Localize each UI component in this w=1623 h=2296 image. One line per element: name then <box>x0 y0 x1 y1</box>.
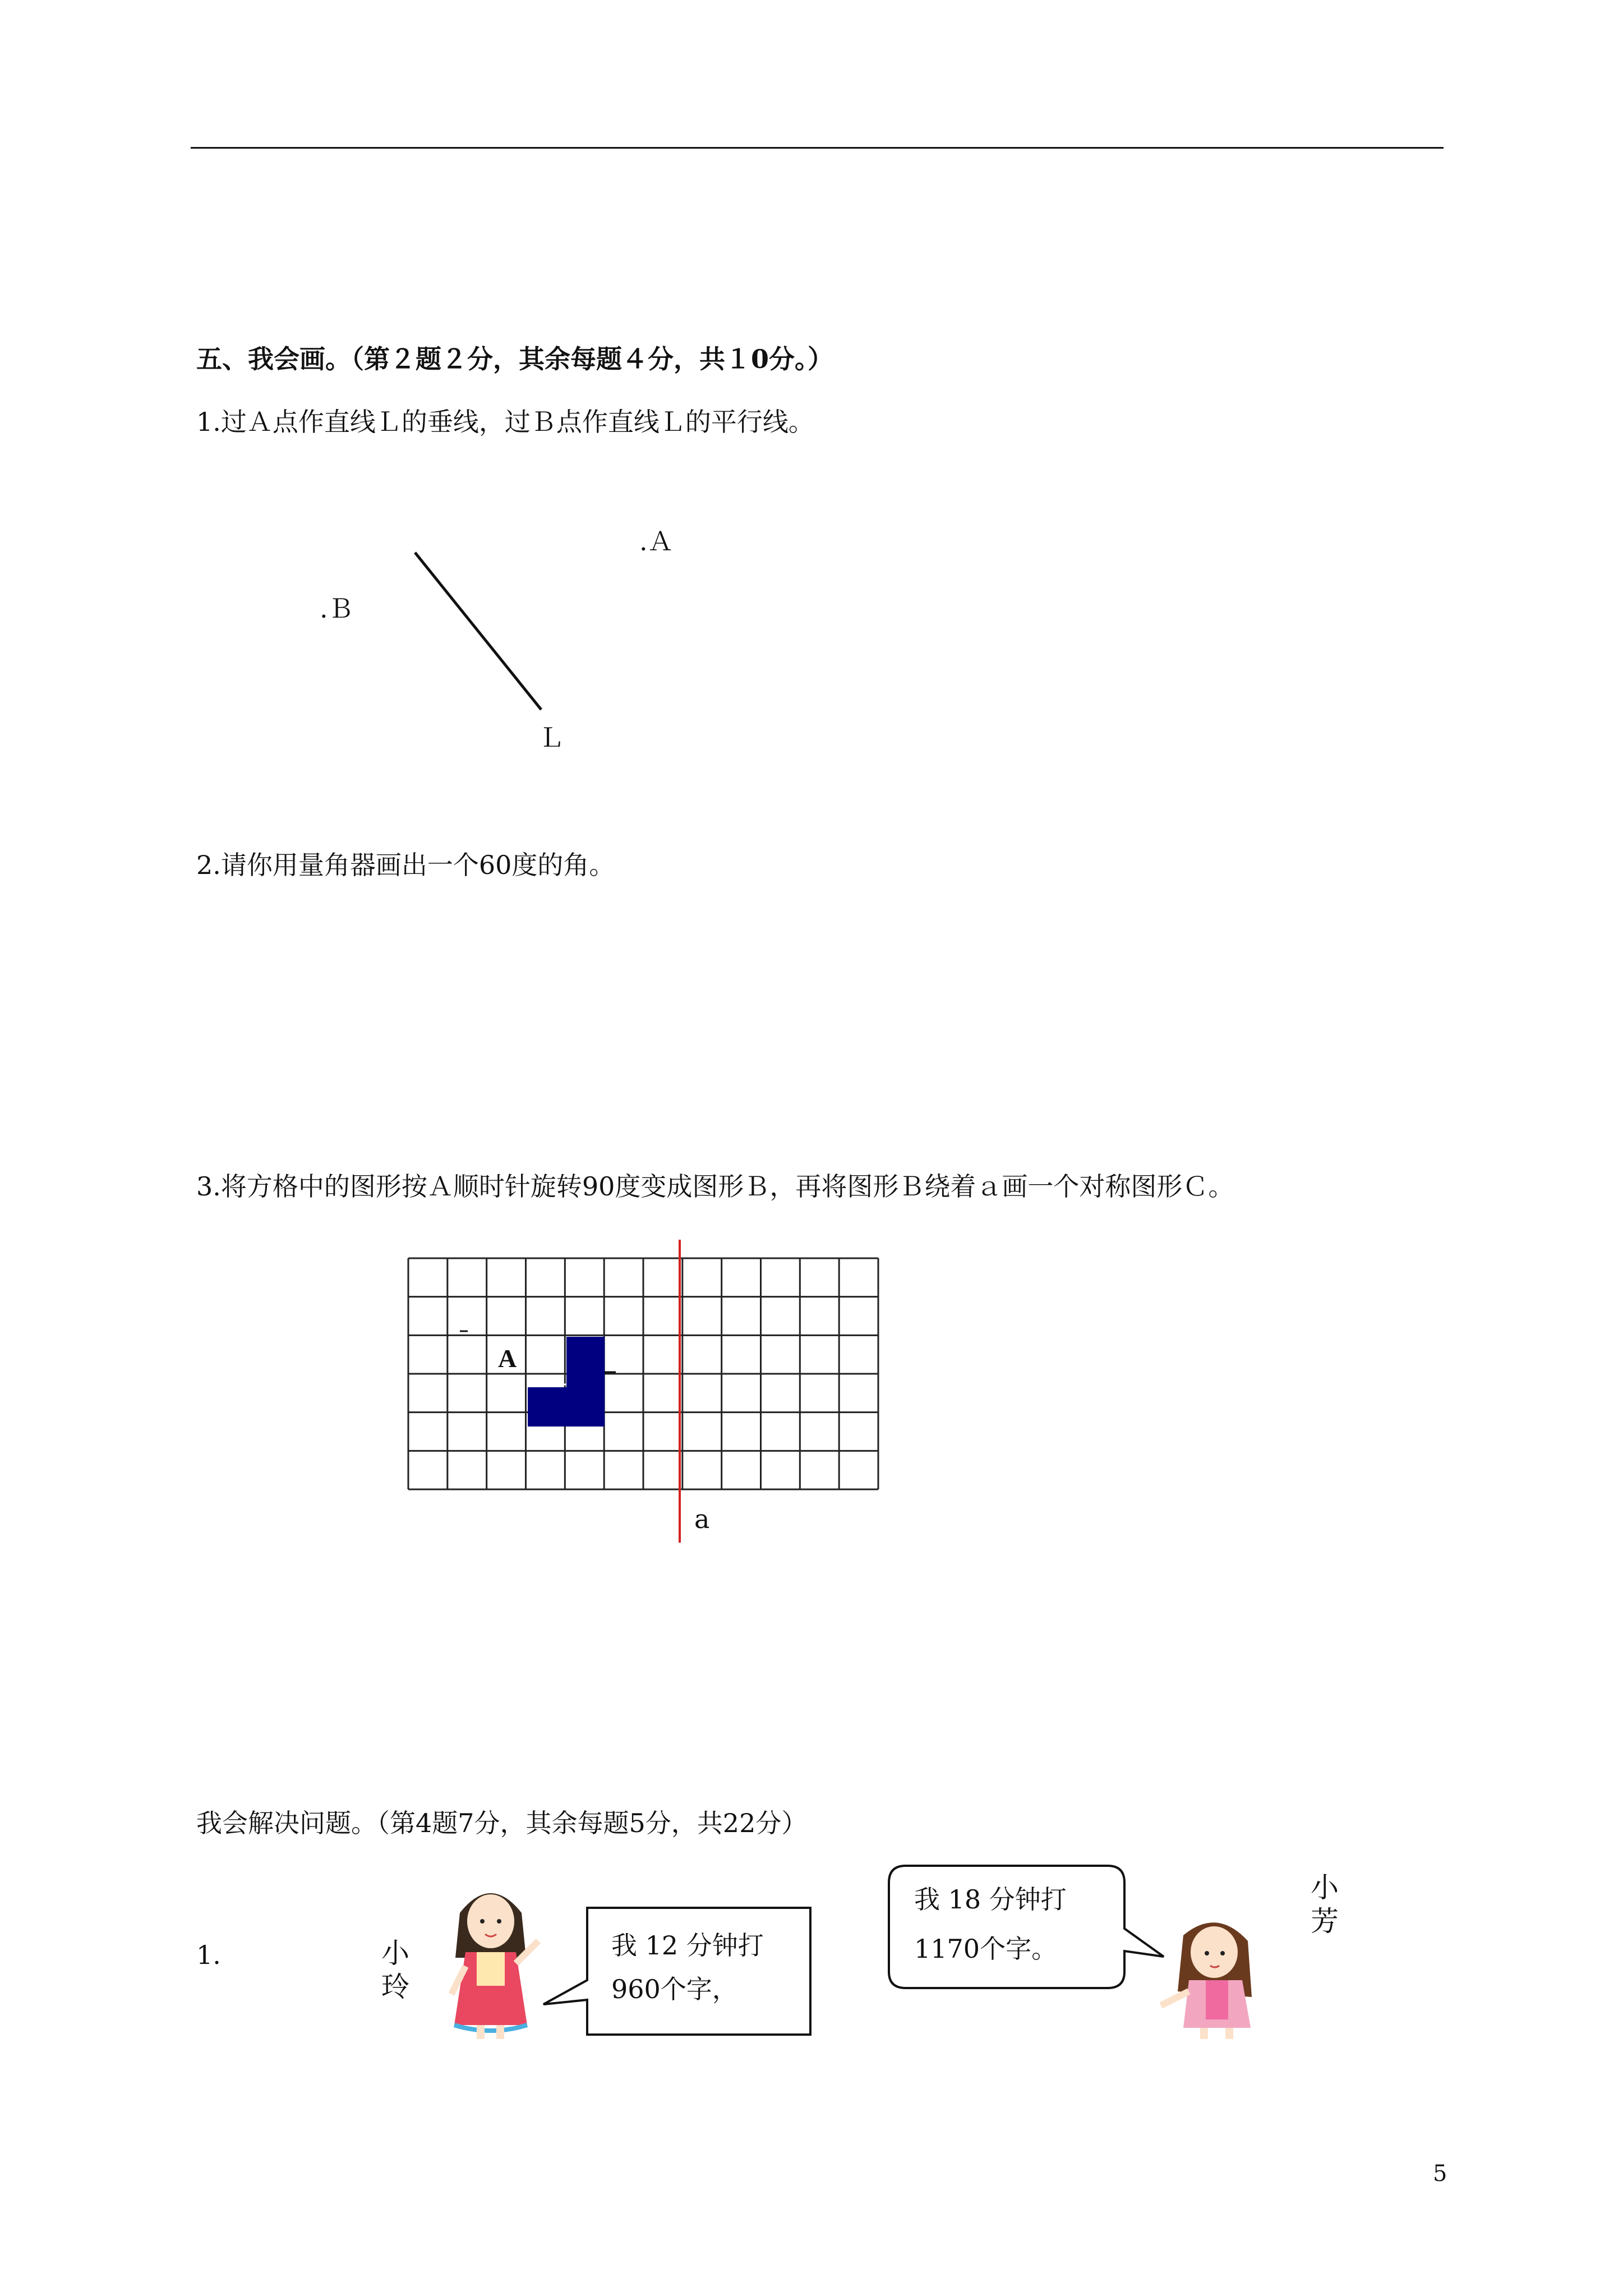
shape-a <box>528 1337 605 1427</box>
name-xiaoling-2: 玲 <box>381 1971 409 2003</box>
q1-text: 1.过Ａ点作直线Ｌ的垂线，过Ｂ点作直线Ｌ的平行线。 <box>196 407 814 437</box>
section6-heading: 我会解决问题。（第4题7分，其余每题5分，共22分） <box>196 1808 808 1838</box>
section5-heading: 五、我会画。（第２题２分，其余每题４分，共１0分。） <box>196 344 834 374</box>
name-xiaoling-1: 小 <box>381 1937 409 1970</box>
s6-q1-number: 1. <box>196 1940 221 1970</box>
label-a: A <box>498 1344 517 1373</box>
axis-a-label: a <box>694 1504 710 1534</box>
point-b-label: .Ｂ <box>320 593 354 624</box>
grid-lines <box>408 1258 878 1489</box>
header-rule <box>191 147 1444 149</box>
girl-xiaofang-illustration <box>1155 1907 1267 2042</box>
left-bubble-line1: 我 12 分钟打 <box>611 1930 764 1961</box>
name-xiaofang-2: 芳 <box>1311 1905 1339 1938</box>
girl-xiaoling-illustration <box>437 1874 544 2042</box>
line-l <box>409 547 544 715</box>
page-number: 5 <box>1433 2161 1447 2187</box>
name-xiaofang-1: 小 <box>1311 1871 1339 1904</box>
q2-text: 2.请你用量角器画出一个60度的角。 <box>196 850 615 880</box>
right-bubble-line1: 我 18 分钟打 <box>914 1884 1067 1915</box>
right-bubble-line2: 1170个字。 <box>914 1934 1058 1964</box>
left-bubble-line2: 960个字， <box>611 1974 738 2004</box>
rotation-grid <box>404 1240 892 1543</box>
line-l-label: Ｌ <box>538 723 564 753</box>
point-a-label: .Ａ <box>639 526 674 556</box>
q3-text: 3.将方格中的图形按Ａ顺时针旋转90度变成图形Ｂ，再将图形Ｂ绕着ａ画一个对称图形Ｃ。 <box>196 1171 1234 1202</box>
